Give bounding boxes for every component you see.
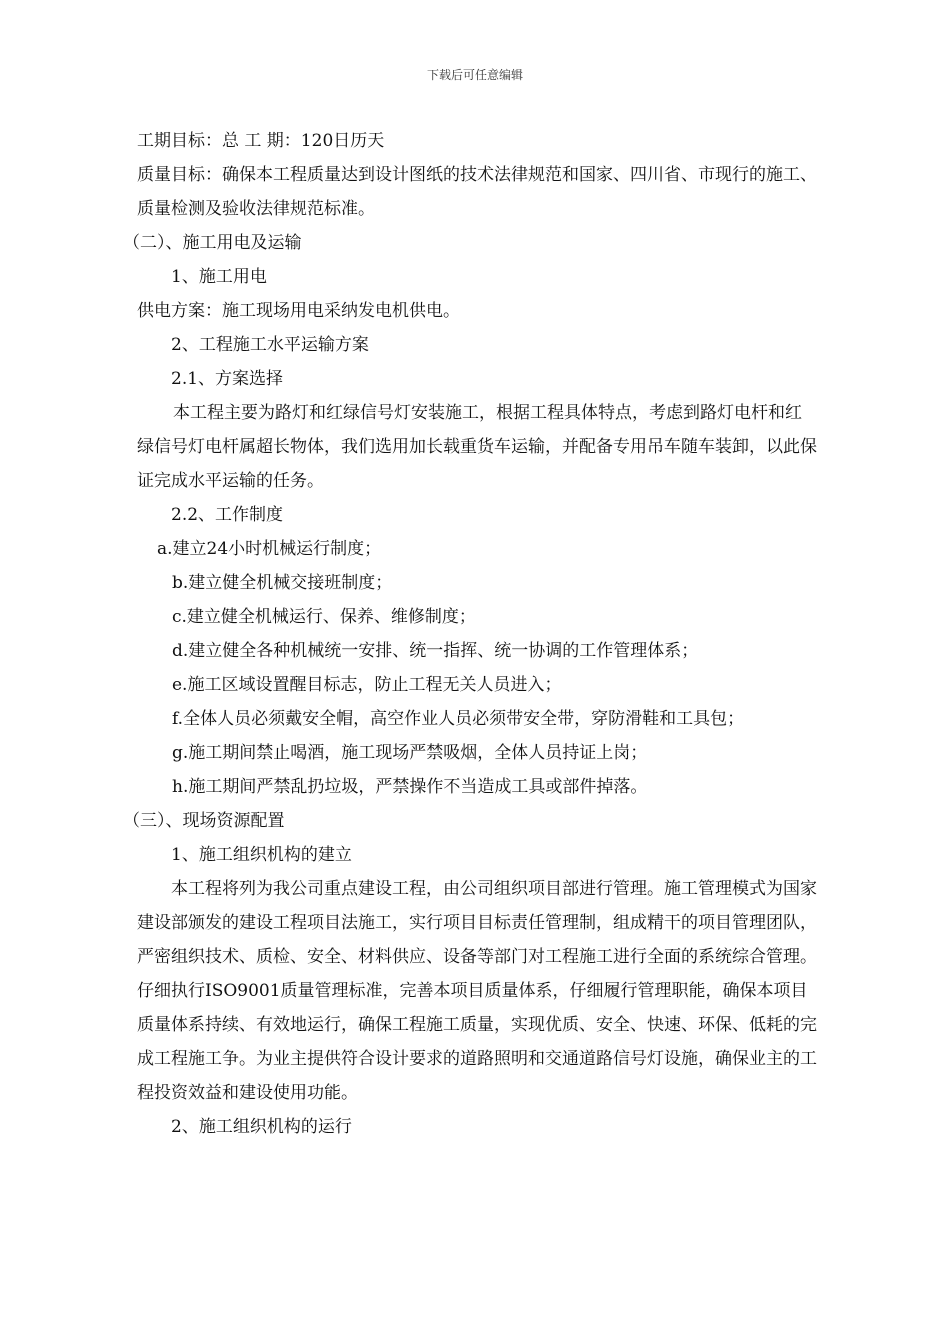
subheading-transport: 2、工程施工水平运输方案 [171, 335, 369, 355]
rule-item: g.施工期间禁止喝酒，施工现场严禁吸烟，全体人员持证上岗； [172, 743, 648, 763]
document-body [123, 124, 817, 1144]
plan-selection-paragraph: 本工程主要为路灯和红绿信号灯安装施工，根据工程具体特点，考虑到路灯电杆和红绿信号灯电杆属超长物体，我们选用加长载重货车运输，并配备专用吊车随车装卸，以此保证完成水平运输的任务。 [137, 403, 817, 491]
subheading-org-operation: 2、施工组织机构的运行 [171, 1117, 352, 1137]
rule-item: c.建立健全机械运行、保养、维修制度； [172, 607, 476, 627]
rule-item: h.施工期间严禁乱扔垃圾，严禁操作不当造成工具或部件掉落。 [172, 777, 648, 797]
quality-target: 质量目标：确保本工程质量达到设计图纸的技术法律规范和国家、四川省、市现行的施工、质量检测及验收法律规范标准。 [137, 165, 817, 219]
subheading-plan-selection: 2.1、方案选择 [171, 369, 284, 389]
section-heading-resources: （三）、现场资源配置 [123, 811, 285, 831]
power-plan: 供电方案：施工现场用电采纳发电机供电。 [137, 301, 460, 321]
subheading-power: 1、施工用电 [171, 267, 267, 287]
rule-item: e.施工区域设置醒目标志，防止工程无关人员进入； [172, 675, 562, 695]
schedule-target: 工期目标：总 工 期：120日历天 [137, 131, 385, 151]
page-header: 下载后可任意编辑 [426, 68, 523, 82]
rule-item: d.建立健全各种机械统一安排、统一指挥、统一协调的工作管理体系； [172, 641, 699, 661]
subheading-work-rules: 2.2、工作制度 [171, 505, 284, 525]
rule-item: f.全体人员必须戴安全帽，高空作业人员必须带安全带，穿防滑鞋和工具包； [172, 709, 745, 729]
org-setup-paragraph: 本工程将列为我公司重点建设工程，由公司组织项目部进行管理。施工管理模式为国家建设部颁发的建设工程项目法施工，实行项目目标责任管理制，组成精干的项目管理团队，严密组织技术、质检、安全、材料供应、设备等部门对工程施工进行全面的系统综合管理。仔细执行ISO9001质量管理标准，完善本项目质量体系，仔细履行管理职能，确保本项目质量体系持续、有效地运行，确保工程施工质量，实现优质、安全、快速、环保、低耗的完成工程施工争。为业主提供符合设计要求的道路照明和交通道路信号灯设施，确保业主的工程投资效益和建设使用功能。 [137, 879, 817, 1103]
subheading-org-setup: 1、施工组织机构的建立 [171, 845, 352, 865]
rule-item: a.建立24小时机械运行制度； [157, 539, 382, 559]
section-heading-power-transport: （二）、施工用电及运输 [123, 233, 302, 253]
rule-item: b.建立健全机械交接班制度； [172, 573, 393, 593]
